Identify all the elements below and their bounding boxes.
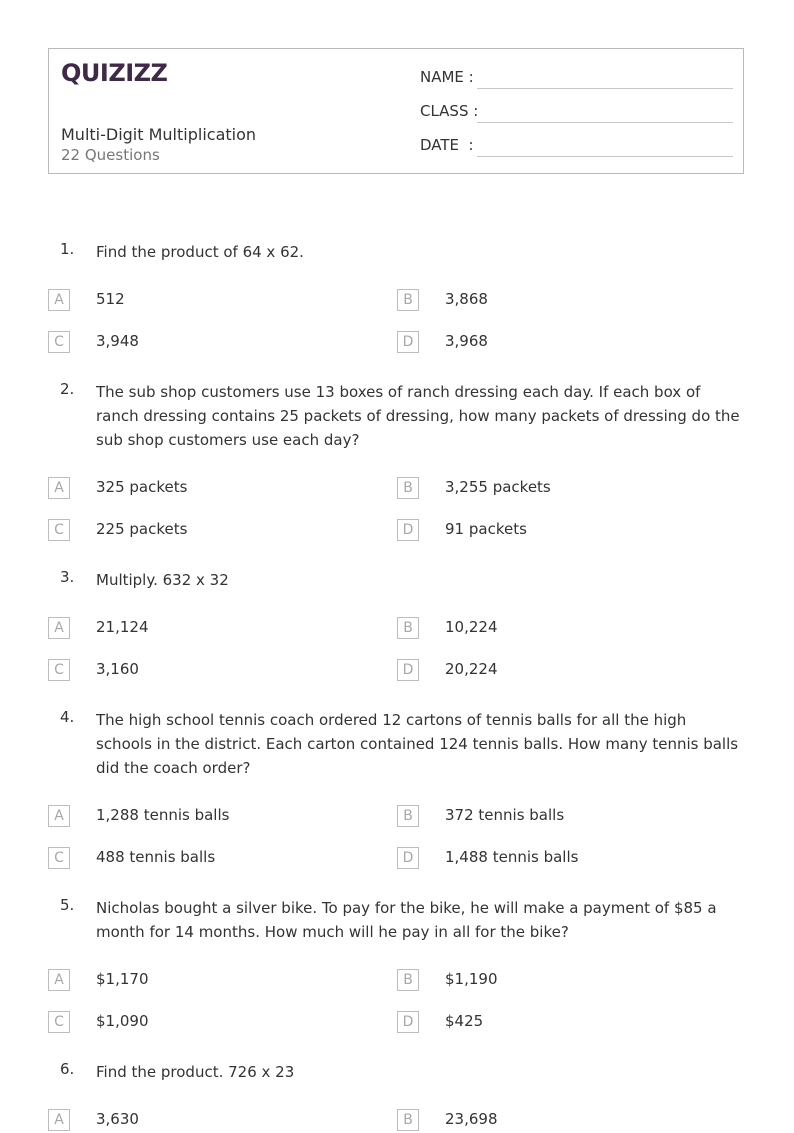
option-letter-box: D: [397, 519, 419, 541]
option-text: 372 tennis balls: [445, 806, 565, 824]
option-letter-box: B: [397, 1109, 419, 1131]
option-text: 3,160: [96, 660, 139, 678]
option-text: 3,630: [96, 1110, 139, 1128]
date-line[interactable]: [477, 156, 733, 157]
question-number: 3.: [60, 568, 75, 586]
option-text: 325 packets: [96, 478, 188, 496]
worksheet-title: Multi-Digit Multiplication: [61, 125, 257, 144]
option-letter-box: C: [48, 1011, 70, 1033]
class-label: CLASS :: [420, 102, 479, 120]
option-text: 10,224: [445, 618, 498, 636]
option-letter-box: A: [48, 805, 70, 827]
option-letter-box: A: [48, 1109, 70, 1131]
quizizz-logo: QUIZIZZ: [61, 59, 168, 87]
option-text: 3,868: [445, 290, 488, 308]
question-text: The sub shop customers use 13 boxes of ranch dressing each day. If each box of ranch dressing contains 25 packets of dressing, how many packets of dressing do the sub shop customers use each day?: [96, 383, 740, 449]
option-text: 488 tennis balls: [96, 848, 216, 866]
question-count: 22 Questions: [61, 146, 160, 164]
option-text: 23,698: [445, 1110, 498, 1128]
option-letter-box: C: [48, 847, 70, 869]
name-label: NAME :: [420, 68, 474, 86]
option-text: 20,224: [445, 660, 498, 678]
question-number: 2.: [60, 380, 75, 398]
question-number: 1.: [60, 240, 75, 258]
option-letter-box: C: [48, 659, 70, 681]
option-letter-box: B: [397, 477, 419, 499]
option-text: 225 packets: [96, 520, 188, 538]
question-number: 5.: [60, 896, 75, 914]
date-label: DATE :: [420, 136, 474, 154]
question-text: The high school tennis coach ordered 12 cartons of tennis balls for all the high schools in the district. Each carton contained 124 tennis balls. How many tennis balls did the coach order?: [96, 711, 739, 777]
option-text: $1,090: [96, 1012, 149, 1030]
worksheet-header: [48, 48, 744, 174]
option-letter-box: B: [397, 289, 419, 311]
option-text: $1,170: [96, 970, 149, 988]
option-letter-box: B: [397, 617, 419, 639]
option-text: 3,255 packets: [445, 478, 551, 496]
option-text: $425: [445, 1012, 484, 1030]
option-letter-box: A: [48, 477, 70, 499]
option-text: 1,488 tennis balls: [445, 848, 579, 866]
option-letter-box: A: [48, 617, 70, 639]
question-text: Nicholas bought a silver bike. To pay for the bike, he will make a payment of $85 a month for 14 months. How much will he pay in all for the bike?: [96, 899, 717, 941]
option-text: 1,288 tennis balls: [96, 806, 230, 824]
option-text: 512: [96, 290, 125, 308]
option-text: $1,190: [445, 970, 498, 988]
option-text: 21,124: [96, 618, 149, 636]
class-line[interactable]: [477, 122, 733, 123]
option-text: 91 packets: [445, 520, 527, 538]
option-letter-box: D: [397, 331, 419, 353]
question-number: 6.: [60, 1060, 75, 1078]
question-text: Multiply. 632 x 32: [96, 571, 229, 589]
option-letter-box: C: [48, 519, 70, 541]
name-line[interactable]: [477, 88, 733, 89]
option-letter-box: A: [48, 969, 70, 991]
option-letter-box: D: [397, 659, 419, 681]
option-text: 3,968: [445, 332, 488, 350]
option-letter-box: B: [397, 805, 419, 827]
option-text: 3,948: [96, 332, 139, 350]
question-number: 4.: [60, 708, 75, 726]
question-text: Find the product. 726 x 23: [96, 1063, 295, 1081]
question-text: Find the product of 64 x 62.: [96, 243, 304, 261]
option-letter-box: C: [48, 331, 70, 353]
option-letter-box: B: [397, 969, 419, 991]
option-letter-box: A: [48, 289, 70, 311]
option-letter-box: D: [397, 1011, 419, 1033]
option-letter-box: D: [397, 847, 419, 869]
